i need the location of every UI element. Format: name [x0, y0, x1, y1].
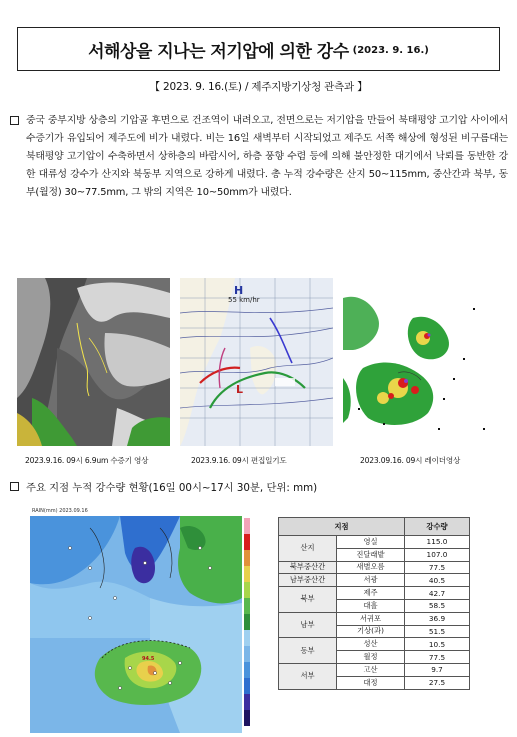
value-cell: 77.5	[405, 561, 470, 574]
rain-map-max-label: 94.5	[142, 656, 155, 662]
region-cell: 남부	[279, 612, 337, 638]
region-cell: 남부중산간	[279, 574, 337, 587]
value-cell: 51.5	[405, 625, 470, 638]
satellite-caption: 2023.9.16. 09시 6.9um 수증기 영상	[25, 456, 149, 465]
table-row	[279, 612, 470, 625]
value-cell: 115.0	[405, 536, 470, 549]
header-station: 지점	[279, 518, 405, 536]
satellite-image	[17, 278, 170, 446]
subtitle: 【 2023. 9. 16.(토) / 제주지방기상청 관측과 】	[149, 81, 368, 93]
value-cell: 36.9	[405, 612, 470, 625]
summary-paragraph	[10, 112, 508, 202]
table-row	[279, 536, 470, 549]
wind-speed-label: 55 km/hr	[228, 296, 260, 304]
region-cell: 서부	[279, 663, 337, 689]
table-header-row	[279, 518, 470, 536]
station-cell: 서귀포	[337, 612, 405, 625]
station-cell: 고산	[337, 663, 405, 676]
table-row	[279, 561, 470, 574]
station-cell: 대흘	[337, 599, 405, 612]
rainfall-table	[278, 517, 470, 690]
document-title: 서해상을 지나는 저기압에 의한 강수	[88, 41, 349, 62]
value-cell: 27.5	[405, 676, 470, 689]
weather-chart-image	[180, 278, 333, 446]
value-cell: 58.5	[405, 599, 470, 612]
value-cell: 9.7	[405, 663, 470, 676]
region-cell: 산지	[279, 536, 337, 562]
station-cell: 대정	[337, 676, 405, 689]
station-cell: 영실	[337, 536, 405, 549]
station-cell: 제주	[337, 587, 405, 600]
station-cell: 새별오름	[337, 561, 405, 574]
header-amount: 강수량	[405, 518, 470, 536]
value-cell: 77.5	[405, 651, 470, 664]
table-row	[279, 587, 470, 600]
value-cell: 10.5	[405, 638, 470, 651]
station-cell: 기상(과)	[337, 625, 405, 638]
rain-map-header: RAIN(mm) 2023.09.16	[32, 508, 88, 514]
value-cell: 107.0	[405, 548, 470, 561]
region-cell: 동부	[279, 638, 337, 664]
station-cell: 서광	[337, 574, 405, 587]
low-pressure-label: L	[236, 383, 244, 396]
weather-chart-caption: 2023.9.16. 09시 편집일기도	[191, 456, 287, 465]
table-row	[279, 638, 470, 651]
square-bullet-icon	[10, 482, 19, 491]
table-row	[279, 663, 470, 676]
section-title: 주요 지점 누적 강수량 현황(16일 00시~17시 30분, 단위: mm)	[26, 482, 318, 494]
region-cell: 북부	[279, 587, 337, 613]
rainfall-map	[30, 508, 261, 733]
value-cell: 42.7	[405, 587, 470, 600]
summary-text: 중국 중부지방 상층의 기압골 후면으로 건조역이 내려오고, 전면으로는 저기압을 만들어 북태평양 고기압 사이에서 수증기가 유입되어 제주도에 비가 내렸다. 비는 16일 새벽부터 시작되었고 제주도 서쪽 해상에 형성된 비구름대는 북태평양 고기압이 수축하면서 상하층의 바람시어, 하층 풍향 수렴 등에 의해 불안정한 대기에서 낙뢰를 동반한 강한 대류성 강수가 산지와 북동부 지역으로 강하게 내렸다. 총 누적 강수량은 산지 50~115mm, 중산간과 북부, 동부(월정) 30~77.5mm, 그 밖의 지역은 10~50mm가 내렸다.	[26, 115, 508, 199]
region-cell: 북부중산간	[279, 561, 337, 574]
station-cell: 성산	[337, 638, 405, 651]
high-pressure-label: H	[234, 284, 244, 297]
title-box	[17, 27, 500, 71]
document-date: (2023. 9. 16.)	[352, 45, 429, 56]
table-row	[279, 574, 470, 587]
radar-caption: 2023.09.16. 09시 레이더영상	[360, 456, 461, 465]
section-heading	[10, 479, 317, 494]
station-cell: 진달래밭	[337, 548, 405, 561]
square-bullet-icon	[10, 116, 19, 125]
value-cell: 40.5	[405, 574, 470, 587]
station-cell: 월정	[337, 651, 405, 664]
radar-image	[343, 278, 496, 446]
